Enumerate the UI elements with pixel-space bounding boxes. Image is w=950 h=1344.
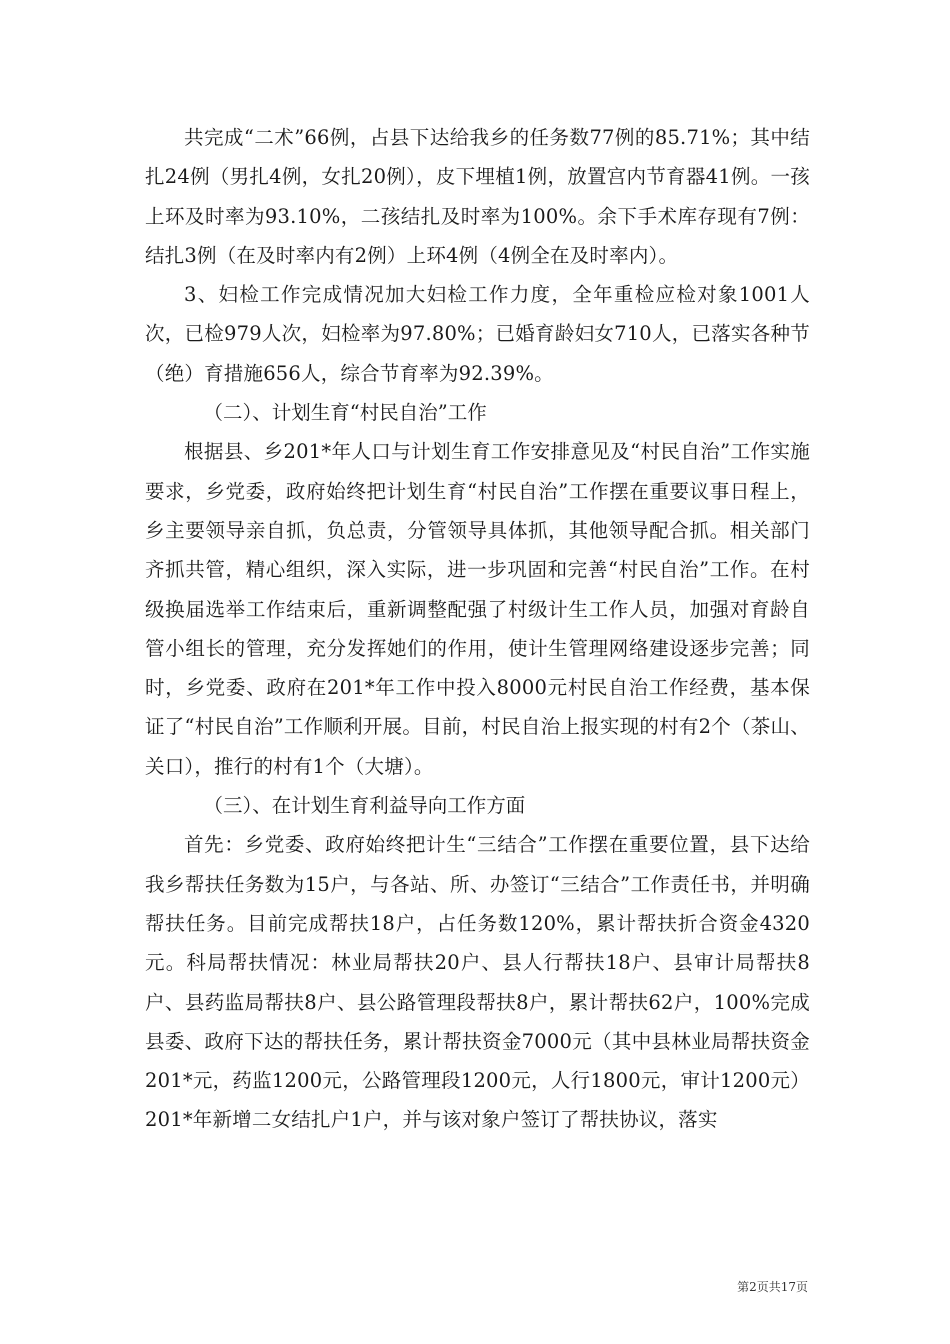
paragraph-village-autonomy: 根据县、乡201*年人口与计划生育工作安排意见及“村民自治”工作实施要求，乡党委，政府始终把计划生育“村民自治”工作摆在重要议事日程上，乡主要领导亲自抓，负总责，分管领导具体抓，其他领导配合抓。相关部门齐抓共管，精心组织，深入实际，进一步巩固和完善“村民自治”工作。在村级换届选举工作结束后，重新调整配强了村级计生工作人员，加强对育龄自管小组长的管理，充分发挥她们的作用，使计生管理网络建设逐步完善；同时，乡党委、政府在201*年工作中投入8000元村民自治工作经费，基本保证了“村民自治”工作顺利开展。目前，村民自治上报实现的村有2个（茶山、关口），推行的村有1个（大塘）。 [145, 440, 810, 778]
paragraph-interest-guidance: 首先：乡党委、政府始终把计生“三结合”工作摆在重要位置，县下达给我乡帮扶任务数为15户，与各站、所、办签订“三结合”工作责任书，并明确帮扶任务。目前完成帮扶18户，占任务数120%，累计帮扶折合资金4320元。科局帮扶情况：林业局帮扶20户、县人行帮扶18户、县审计局帮扶8户、县药监局帮扶8户、县公路管理段帮扶8户，累计帮扶62户，100%完成县委、政府下达的帮扶任务，累计帮扶资金7000元（其中县林业局帮扶资金201*元，药监1200元，公路管理段1200元，人行1800元，审计1200元）201*年新增二女结扎户1户，并与该对象户签订了帮扶协议，落实 [145, 833, 810, 1132]
paragraph-surgery-stats: 共完成“二术”66例，占县下达给我乡的任务数77例的85.71%；其中结扎24例（男扎4例，女扎20例），皮下埋植1例，放置宫内节育器41例。一孩上环及时率为93.10%，二孩结扎及时率为100%。余下手术库存现有7例：结扎3例（在及时率内有2例）上环4例（4例全在及时率内）。 [145, 126, 810, 267]
section-heading-village-autonomy: （二）、计划生育“村民自治”工作 [203, 401, 487, 425]
page-footer [0, 1279, 950, 1295]
section-heading-interest-guidance: （三）、在计划生育利益导向工作方面 [203, 794, 526, 818]
document-body [145, 118, 810, 1140]
paragraph-gynecological-exam: 3、妇检工作完成情况加大妇检工作力度，全年重检应检对象1001人次，已检979人次，妇检率为97.80%；已婚育龄妇女710人，已落实各种节（绝）育措施656人，综合节育率为92.39%。 [145, 283, 810, 385]
page-number: 第2页共17页 [737, 1280, 808, 1294]
